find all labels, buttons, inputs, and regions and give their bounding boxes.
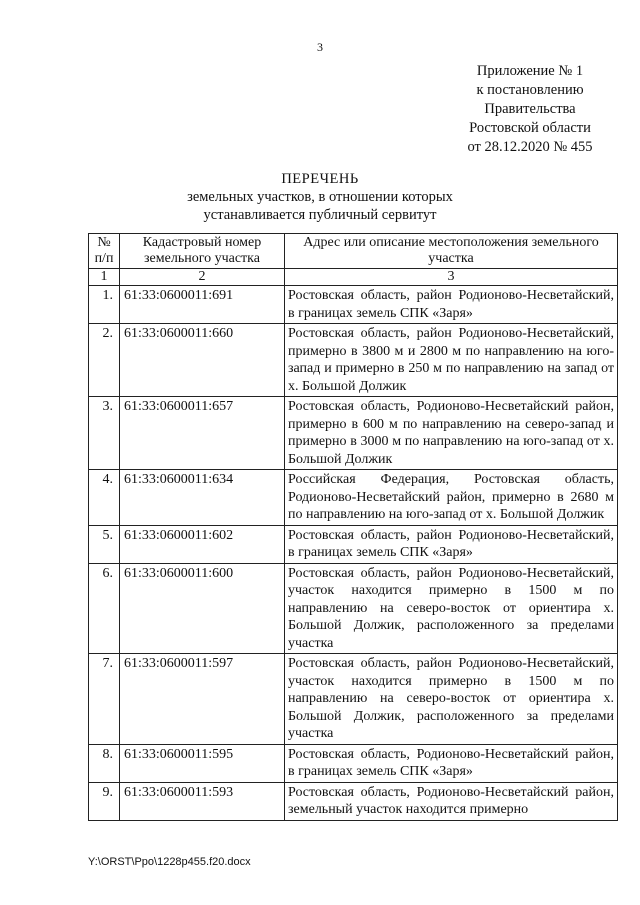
table-row xyxy=(89,324,618,397)
table-index-row xyxy=(89,269,618,286)
title-sub: земельных участков, в отношении которых xyxy=(187,189,453,205)
address-cell: Ростовская область, район Родионово-Несветайский, участок находится примерно в 1500 м по направлению на северо-восток от ориентира х. Большой Должик, расположенного за пределами участка xyxy=(285,654,618,745)
cadastral-number: 61:33:0600011:657 xyxy=(120,397,285,470)
header-cadastral: Кадастровый номер земельного участка xyxy=(120,234,285,269)
cadastral-number: 61:33:0600011:691 xyxy=(120,286,285,324)
address-cell: Ростовская область, Родионово-Несветайский район, в границах земель СПК «Заря» xyxy=(285,744,618,782)
title-sub: устанавливается публичный сервитут xyxy=(203,207,437,223)
table-row xyxy=(89,397,618,470)
cadastral-number: 61:33:0600011:602 xyxy=(120,525,285,563)
table-row xyxy=(89,654,618,745)
cadastral-number: 61:33:0600011:600 xyxy=(120,563,285,654)
cadastral-number: 61:33:0600011:634 xyxy=(120,470,285,526)
land-plots-table xyxy=(88,233,618,821)
table-row xyxy=(89,782,618,820)
page-number: 3 xyxy=(317,40,323,54)
row-number: 9. xyxy=(89,782,120,820)
row-number: 4. xyxy=(89,470,120,526)
cadastral-number: 61:33:0600011:595 xyxy=(120,744,285,782)
table-row xyxy=(89,744,618,782)
appendix-line: Приложение № 1 xyxy=(476,63,584,79)
address-cell: Российская Федерация, Ростовская область, Родионово-Несветайский район, примерно в 2680 м по направлению на юго-запад от х. Большой Должик xyxy=(285,470,618,526)
address-cell: Ростовская область, район Родионово-Несветайский, примерно в 3800 м и 2800 м по направлению на юго-запад и примерно в 250 м по направлению на запад от х. Большой Должик xyxy=(285,324,618,397)
row-number: 3. xyxy=(89,397,120,470)
index-cell: 3 xyxy=(285,269,618,286)
address-cell: Ростовская область, район Родионово-Несветайский, в границах земель СПК «Заря» xyxy=(285,286,618,324)
table-row xyxy=(89,563,618,654)
index-cell: 2 xyxy=(120,269,285,286)
table-header-row xyxy=(89,234,618,269)
row-number: 5. xyxy=(89,525,120,563)
table-row xyxy=(89,525,618,563)
header-address: Адрес или описание местоположения земельного участка xyxy=(285,234,618,269)
row-number: 1. xyxy=(89,286,120,324)
appendix-line: Ростовской области xyxy=(469,120,591,136)
address-cell: Ростовская область, район Родионово-Несветайский, участок находится примерно в 1500 м по направлению на северо-восток от ориентира х. Большой Должик, расположенного за пределами участка xyxy=(285,563,618,654)
row-number: 7. xyxy=(89,654,120,745)
cadastral-number: 61:33:0600011:593 xyxy=(120,782,285,820)
header-number: № п/п xyxy=(89,234,120,269)
table-row xyxy=(89,286,618,324)
file-path-footer: Y:\ORST\Ppo\1228p455.f20.docx xyxy=(88,856,251,868)
title-main: ПЕРЕЧЕНЬ xyxy=(281,171,359,187)
row-number: 2. xyxy=(89,324,120,397)
address-cell: Ростовская область, Родионово-Несветайский район, примерно в 600 м по направлению на северо-запад и примерно в 3000 м по направлению на юго-запад от х. Большой Должик xyxy=(285,397,618,470)
cadastral-number: 61:33:0600011:597 xyxy=(120,654,285,745)
row-number: 6. xyxy=(89,563,120,654)
address-cell: Ростовская область, Родионово-Несветайский район, земельный участок находится примерно xyxy=(285,782,618,820)
row-number: 8. xyxy=(89,744,120,782)
index-cell: 1 xyxy=(89,269,120,286)
address-cell: Ростовская область, район Родионово-Несветайский, в границах земель СПК «Заря» xyxy=(285,525,618,563)
appendix-line: от 28.12.2020 № 455 xyxy=(467,139,593,155)
appendix-line: к постановлению xyxy=(476,82,584,98)
table-row xyxy=(89,470,618,526)
cadastral-number: 61:33:0600011:660 xyxy=(120,324,285,397)
appendix-line: Правительства xyxy=(484,101,576,117)
